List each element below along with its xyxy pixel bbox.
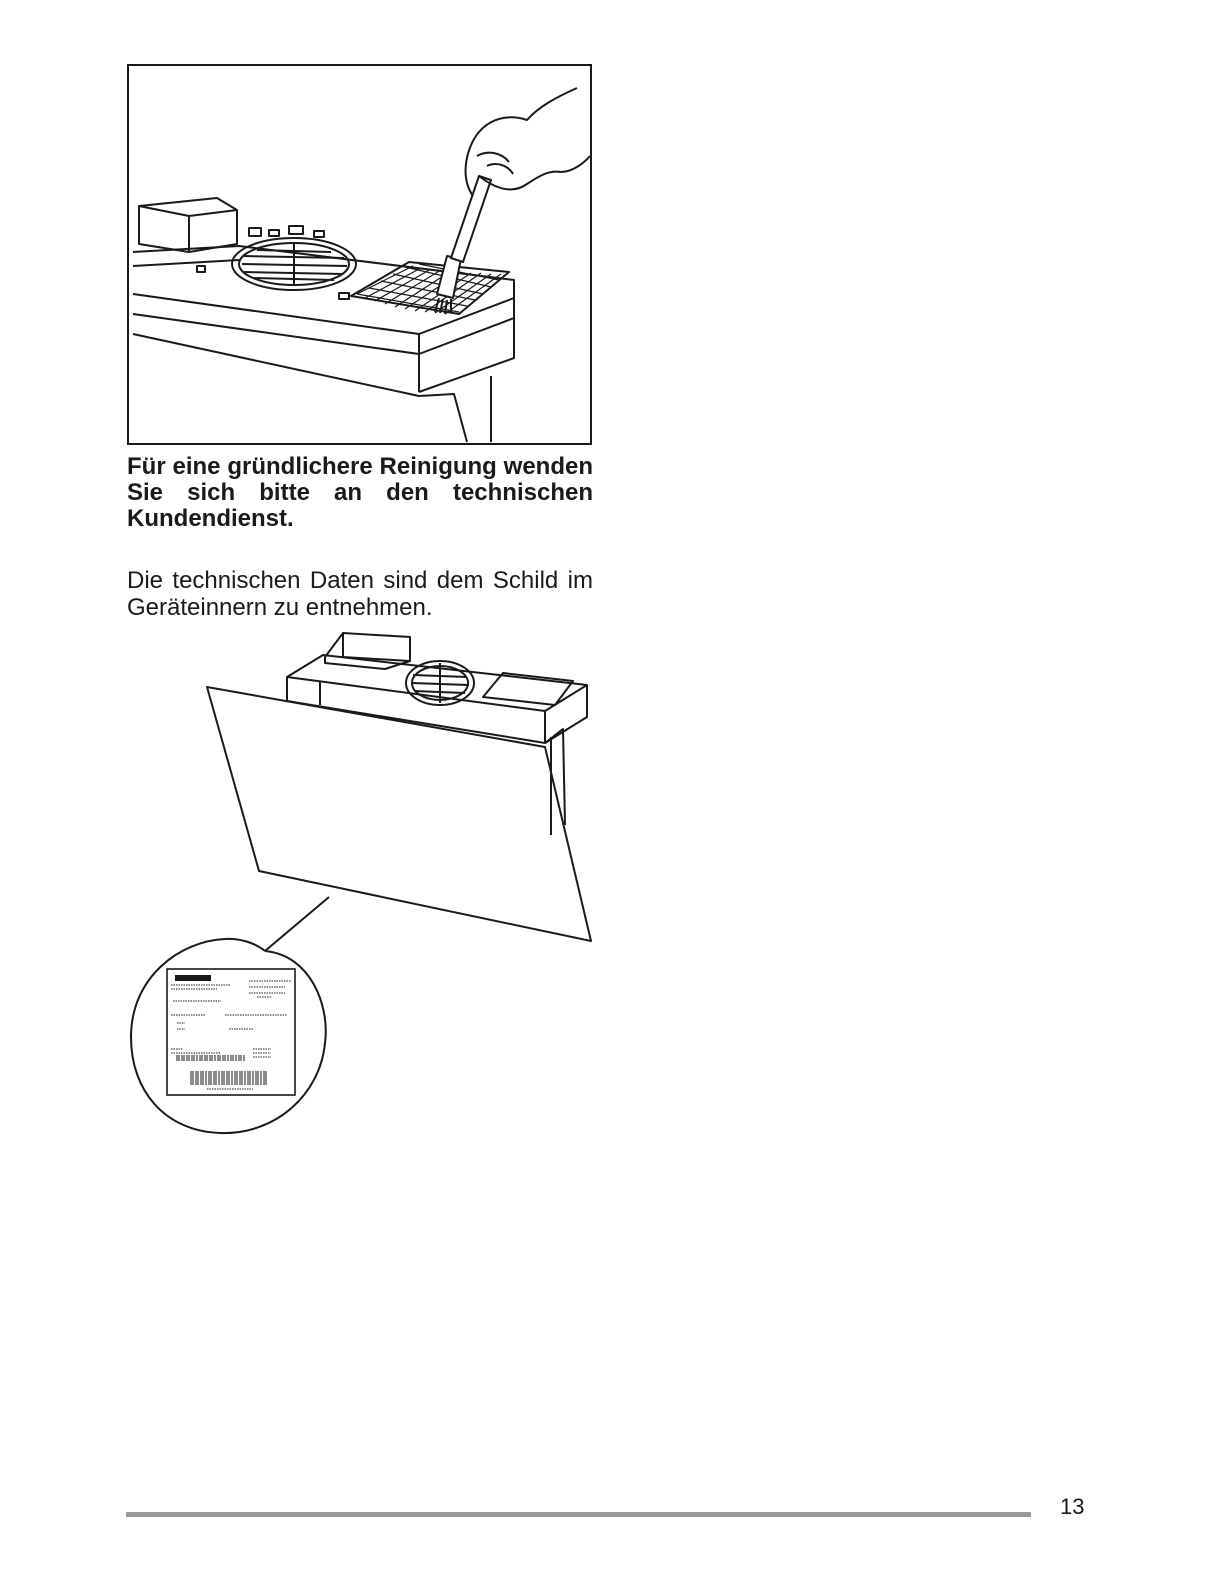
hood-rating-plate-icon — [125, 625, 600, 1140]
footer-rule — [126, 1512, 1031, 1517]
rating-plate-illustration — [125, 625, 600, 1140]
brush-cleaning-grease-filter-icon — [129, 66, 590, 443]
page-number: 13 — [1060, 1494, 1085, 1519]
cleaning-illustration — [127, 64, 592, 445]
rating-plate-note: Die technischen Daten sind dem Schild im Geräteinnern zu entnehmen. — [127, 567, 593, 621]
service-note: Für eine gründlichere Reinigung wenden Sie sich bitte an den technischen Kundendienst. — [127, 453, 593, 532]
